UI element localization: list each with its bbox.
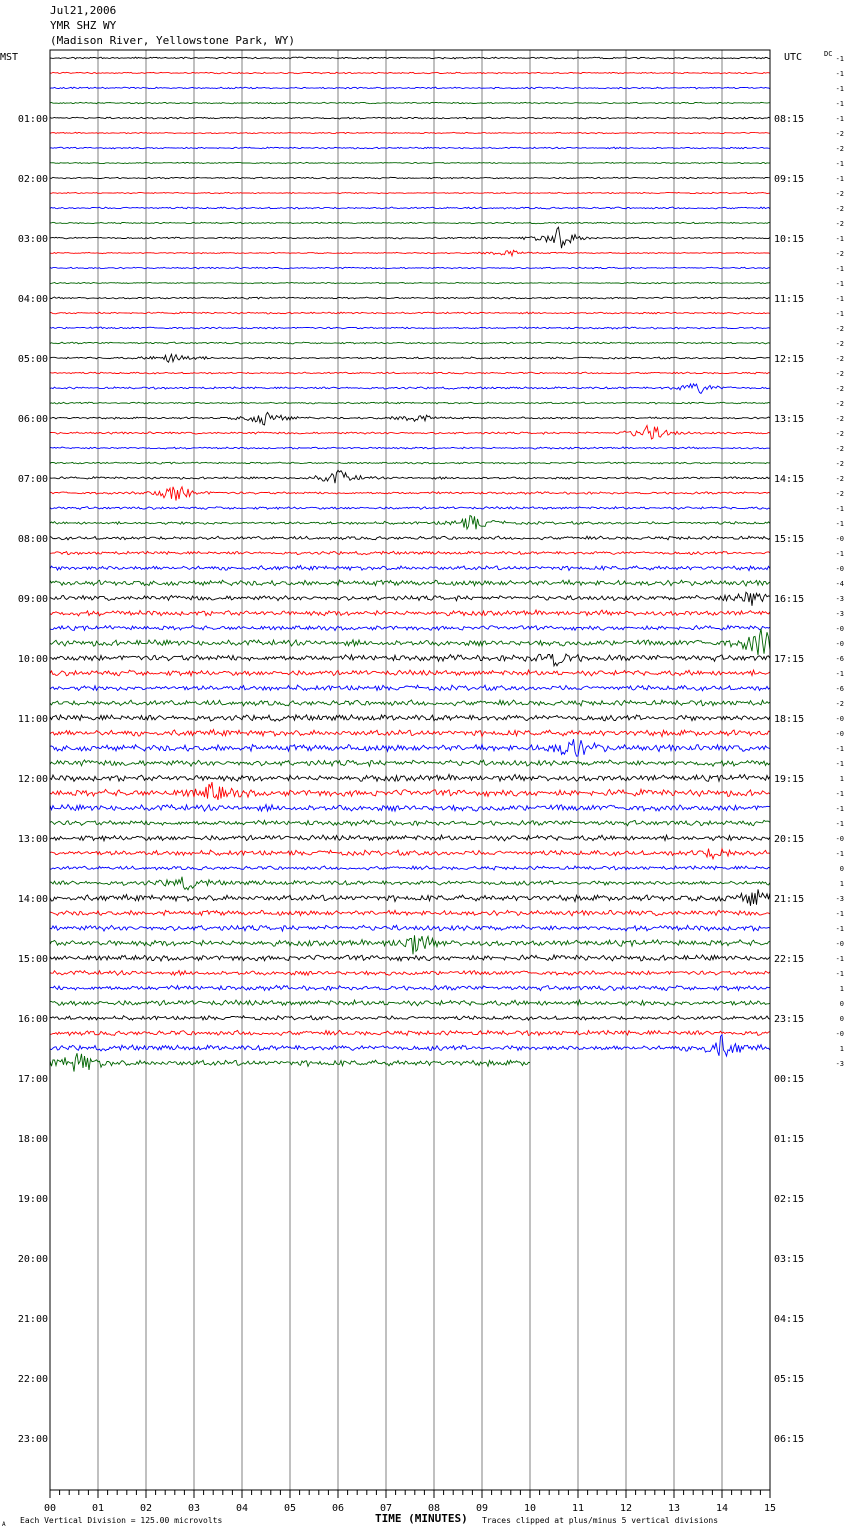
mst-hour-label: 07:00	[17, 474, 48, 485]
seismic-trace	[50, 462, 770, 464]
dc-offset-label: -2	[835, 415, 844, 423]
seismic-trace	[50, 654, 770, 666]
seismic-trace	[50, 222, 770, 224]
dc-offset-label: -1	[835, 265, 844, 273]
dc-offset-label: -0	[835, 730, 844, 738]
mst-hour-label: 13:00	[17, 834, 48, 845]
header-station: YMR SHZ WY	[50, 19, 117, 32]
seismic-trace	[50, 760, 770, 766]
dc-offset-label: -0	[835, 715, 844, 723]
utc-hour-label: 17:15	[774, 654, 805, 665]
minute-gridlines	[98, 50, 722, 1490]
dc-offset-label: -2	[835, 475, 844, 483]
seismic-trace	[50, 72, 770, 73]
seismic-trace	[50, 516, 770, 530]
utc-hour-label: 04:15	[774, 1314, 805, 1325]
seismic-traces	[50, 57, 770, 1072]
scale-note: Each Vertical Division = 125.00 microvolts	[20, 1516, 223, 1525]
mst-hour-label: 11:00	[17, 714, 48, 725]
dc-offset-label: -2	[835, 325, 844, 333]
seismic-trace	[50, 805, 770, 812]
seismic-trace	[50, 592, 770, 606]
dc-offset-label: -2	[835, 190, 844, 198]
seismic-trace	[50, 610, 770, 616]
clip-note: Traces clipped at plus/minus 5 vertical divisions	[482, 1516, 719, 1525]
dc-offset-label: 1	[839, 985, 844, 993]
dc-offset-label: -1	[835, 820, 844, 828]
dc-offset-label: 0	[839, 1000, 844, 1008]
seismic-trace	[50, 87, 770, 89]
seismic-trace	[50, 487, 770, 501]
dc-offset-label: -2	[835, 445, 844, 453]
dc-offset-label: 0	[839, 865, 844, 873]
dc-offset-label: -6	[835, 655, 844, 663]
seismic-trace	[50, 342, 770, 344]
dc-offset-label: -1	[835, 745, 844, 753]
seismic-trace	[50, 354, 770, 362]
utc-hour-label: 13:15	[774, 414, 805, 425]
mst-hour-label: 09:00	[17, 594, 48, 605]
seismic-trace	[50, 1035, 770, 1056]
seismic-trace	[50, 192, 770, 193]
mst-hour-label: 22:00	[17, 1374, 48, 1385]
seismic-trace	[50, 849, 770, 859]
x-tick-label: 03	[187, 1503, 201, 1514]
seismic-trace	[50, 566, 770, 571]
seismic-trace	[50, 866, 770, 870]
seismic-trace	[50, 925, 770, 931]
seismic-trace	[50, 536, 770, 540]
dc-offset-label: -0	[835, 625, 844, 633]
utc-hour-label: 03:15	[774, 1254, 805, 1265]
seismic-trace	[50, 1030, 770, 1035]
dc-offset-label: -1	[835, 910, 844, 918]
dc-offset-label: -1	[835, 100, 844, 108]
dc-offset-label: -2	[835, 490, 844, 498]
utc-hour-label: 08:15	[774, 114, 805, 125]
seismic-trace	[50, 629, 770, 656]
seismic-trace	[50, 57, 770, 59]
mst-axis-title: MST	[0, 52, 19, 63]
x-tick-label: 01	[91, 1503, 105, 1514]
x-tick-label: 07	[379, 1503, 393, 1514]
utc-hour-label: 00:15	[774, 1074, 805, 1085]
mst-hour-label: 21:00	[17, 1314, 48, 1325]
dc-offset-label: -1	[835, 310, 844, 318]
seismic-trace	[50, 282, 770, 283]
seismic-trace	[50, 782, 770, 800]
utc-hour-label: 10:15	[774, 234, 805, 245]
x-axis-title: TIME (MINUTES)	[375, 1512, 468, 1525]
seismic-trace	[50, 1000, 770, 1006]
dc-offset-label: -3	[835, 1060, 844, 1068]
mst-hour-label: 19:00	[17, 1194, 48, 1205]
seismic-trace	[50, 117, 770, 119]
dc-offset-label: -3	[835, 610, 844, 618]
dc-offset-label: -2	[835, 205, 844, 213]
x-tick-label: 02	[139, 1503, 153, 1514]
mst-hour-label: 04:00	[17, 294, 48, 305]
seismic-trace	[50, 670, 770, 676]
x-tick-label: 09	[475, 1503, 489, 1514]
dc-offset-label: -2	[835, 370, 844, 378]
dc-offset-label: -2	[835, 355, 844, 363]
mst-hour-label: 03:00	[17, 234, 48, 245]
header-location: (Madison River, Yellowstone Park, WY)	[50, 34, 296, 47]
dc-offset-label: -1	[835, 505, 844, 513]
dc-offset-label: -4	[835, 580, 844, 588]
x-tick-label: 05	[283, 1503, 297, 1514]
seismic-trace	[50, 470, 770, 483]
seismic-trace	[50, 820, 770, 826]
seismic-trace	[50, 626, 770, 631]
mst-hour-label: 14:00	[17, 894, 48, 905]
utc-hour-label: 18:15	[774, 714, 805, 725]
dc-offset-label: -1	[835, 850, 844, 858]
mst-hour-label: 16:00	[17, 1014, 48, 1025]
seismic-trace	[50, 700, 770, 706]
dc-offset-label: -3	[835, 895, 844, 903]
x-tick-label: 12	[619, 1503, 633, 1514]
dc-offset-label: -2	[835, 700, 844, 708]
utc-hour-label: 22:15	[774, 954, 805, 965]
seismic-trace	[50, 207, 770, 209]
mst-hour-label: 06:00	[17, 414, 48, 425]
dc-offset-label: -2	[835, 250, 844, 258]
utc-hour-label: 05:15	[774, 1374, 805, 1385]
seismic-trace	[50, 580, 770, 586]
dc-offset-label: -0	[835, 835, 844, 843]
seismic-trace	[50, 102, 770, 104]
mst-hour-label: 05:00	[17, 354, 48, 365]
seismic-trace	[50, 935, 770, 954]
x-tick-label: 13	[667, 1503, 681, 1514]
utc-hour-label: 23:15	[774, 1014, 805, 1025]
dc-offset-label: -1	[835, 115, 844, 123]
dc-offset-label: 1	[839, 1045, 844, 1053]
dc-offset-label: -0	[835, 940, 844, 948]
utc-hour-label: 02:15	[774, 1194, 805, 1205]
utc-hour-label: 06:15	[774, 1434, 805, 1445]
dc-offset-label: 1	[839, 880, 844, 888]
dc-offset-label: -1	[835, 295, 844, 303]
utc-hour-label: 21:15	[774, 894, 805, 905]
seismic-trace	[50, 426, 770, 440]
utc-hour-label: 12:15	[774, 354, 805, 365]
seismic-trace	[50, 312, 770, 314]
x-tick-label: 10	[523, 1503, 537, 1514]
seismic-trace	[50, 685, 770, 691]
dc-offset-label: -0	[835, 565, 844, 573]
seismic-trace	[50, 447, 770, 449]
seismic-trace	[50, 297, 770, 299]
dc-offset-label: -1	[835, 55, 844, 63]
dc-offset-label: -6	[835, 685, 844, 693]
dc-offset-label: -1	[835, 760, 844, 768]
seismic-trace	[50, 250, 770, 256]
seismic-trace	[50, 551, 770, 554]
seismic-trace	[50, 227, 770, 248]
dc-offset-label: -1	[835, 175, 844, 183]
x-tick-label: 08	[427, 1503, 441, 1514]
dc-offset-label: -1	[835, 160, 844, 168]
x-tick-label: 00	[43, 1503, 57, 1514]
utc-hour-label: 14:15	[774, 474, 805, 485]
seismic-trace	[50, 147, 770, 149]
plot-frame	[50, 50, 770, 1490]
seismic-trace	[50, 507, 770, 510]
mst-hour-label: 23:00	[17, 1434, 48, 1445]
x-tick-label: 11	[571, 1503, 585, 1514]
seismic-trace	[50, 132, 770, 133]
corner-mark: A	[2, 1521, 6, 1528]
mst-hour-label: 17:00	[17, 1074, 48, 1085]
utc-hour-label: 09:15	[774, 174, 805, 185]
x-tick-label: 06	[331, 1503, 345, 1514]
dc-offset-label: -2	[835, 430, 844, 438]
dc-offset-label: -3	[835, 595, 844, 603]
header-date: Jul21,2006	[50, 4, 117, 17]
dc-offset-label: -1	[835, 280, 844, 288]
seismic-trace	[50, 402, 770, 404]
dc-offset-label: 0	[839, 1015, 844, 1023]
dc-offset-label: -1	[835, 70, 844, 78]
dc-offset-label: -2	[835, 385, 844, 393]
dc-offset-label: -2	[835, 130, 844, 138]
seismic-trace	[50, 739, 770, 756]
dc-offset-label: -1	[835, 670, 844, 678]
seismic-trace	[50, 1016, 770, 1021]
dc-label: DC	[824, 50, 833, 58]
x-tick-label: 14	[715, 1503, 729, 1514]
dc-offset-label: -1	[835, 805, 844, 813]
mst-hour-label: 01:00	[17, 114, 48, 125]
dc-offset-label: -2	[835, 340, 844, 348]
dc-offset-label: -1	[835, 85, 844, 93]
utc-hour-label: 16:15	[774, 594, 805, 605]
seismic-trace	[50, 715, 770, 721]
seismic-trace	[50, 412, 770, 425]
seismic-trace	[50, 910, 770, 916]
mst-hour-label: 12:00	[17, 774, 48, 785]
mst-hour-label: 20:00	[17, 1254, 48, 1265]
seismic-trace	[50, 730, 770, 737]
mst-hour-label: 15:00	[17, 954, 48, 965]
dc-offset-label: -2	[835, 400, 844, 408]
seismic-trace	[50, 774, 770, 781]
x-tick-label: 15	[763, 1503, 777, 1514]
dc-offset-label: -0	[835, 1030, 844, 1038]
dc-offset-label: -1	[835, 955, 844, 963]
utc-hour-label: 11:15	[774, 294, 805, 305]
seismic-trace	[50, 372, 770, 374]
dc-offset-label: -2	[835, 145, 844, 153]
dc-offset-label: -1	[835, 520, 844, 528]
seismic-trace	[50, 955, 770, 961]
utc-hour-label: 20:15	[774, 834, 805, 845]
seismic-trace	[50, 889, 770, 905]
dc-offset-label: -1	[835, 790, 844, 798]
dc-offset-label: -1	[835, 550, 844, 558]
dc-offset-label: -0	[835, 535, 844, 543]
seismic-trace	[50, 971, 770, 976]
dc-offset-label: -1	[835, 970, 844, 978]
mst-hour-label: 08:00	[17, 534, 48, 545]
dc-offset-label: 1	[839, 775, 844, 783]
time-labels	[18, 55, 844, 1445]
dc-offset-label: -2	[835, 460, 844, 468]
utc-hour-label: 15:15	[774, 534, 805, 545]
seismic-trace	[50, 835, 770, 841]
seismic-trace	[50, 267, 770, 269]
mst-hour-label: 02:00	[17, 174, 48, 185]
dc-offset-label: -0	[835, 640, 844, 648]
mst-hour-label: 10:00	[17, 654, 48, 665]
seismic-trace	[50, 384, 770, 394]
dc-offset-label: -1	[835, 925, 844, 933]
utc-hour-label: 19:15	[774, 774, 805, 785]
dc-offset-label: -1	[835, 235, 844, 243]
utc-axis-title: UTC	[784, 52, 803, 63]
mst-hour-label: 18:00	[17, 1134, 48, 1145]
utc-hour-label: 01:15	[774, 1134, 805, 1145]
x-axis	[44, 1490, 776, 1514]
seismic-trace	[50, 327, 770, 329]
seismic-trace	[50, 877, 770, 890]
seismic-trace	[50, 162, 770, 163]
x-tick-label: 04	[235, 1503, 249, 1514]
dc-offset-label: -2	[835, 220, 844, 228]
seismic-trace	[50, 985, 770, 990]
seismic-trace	[50, 177, 770, 179]
